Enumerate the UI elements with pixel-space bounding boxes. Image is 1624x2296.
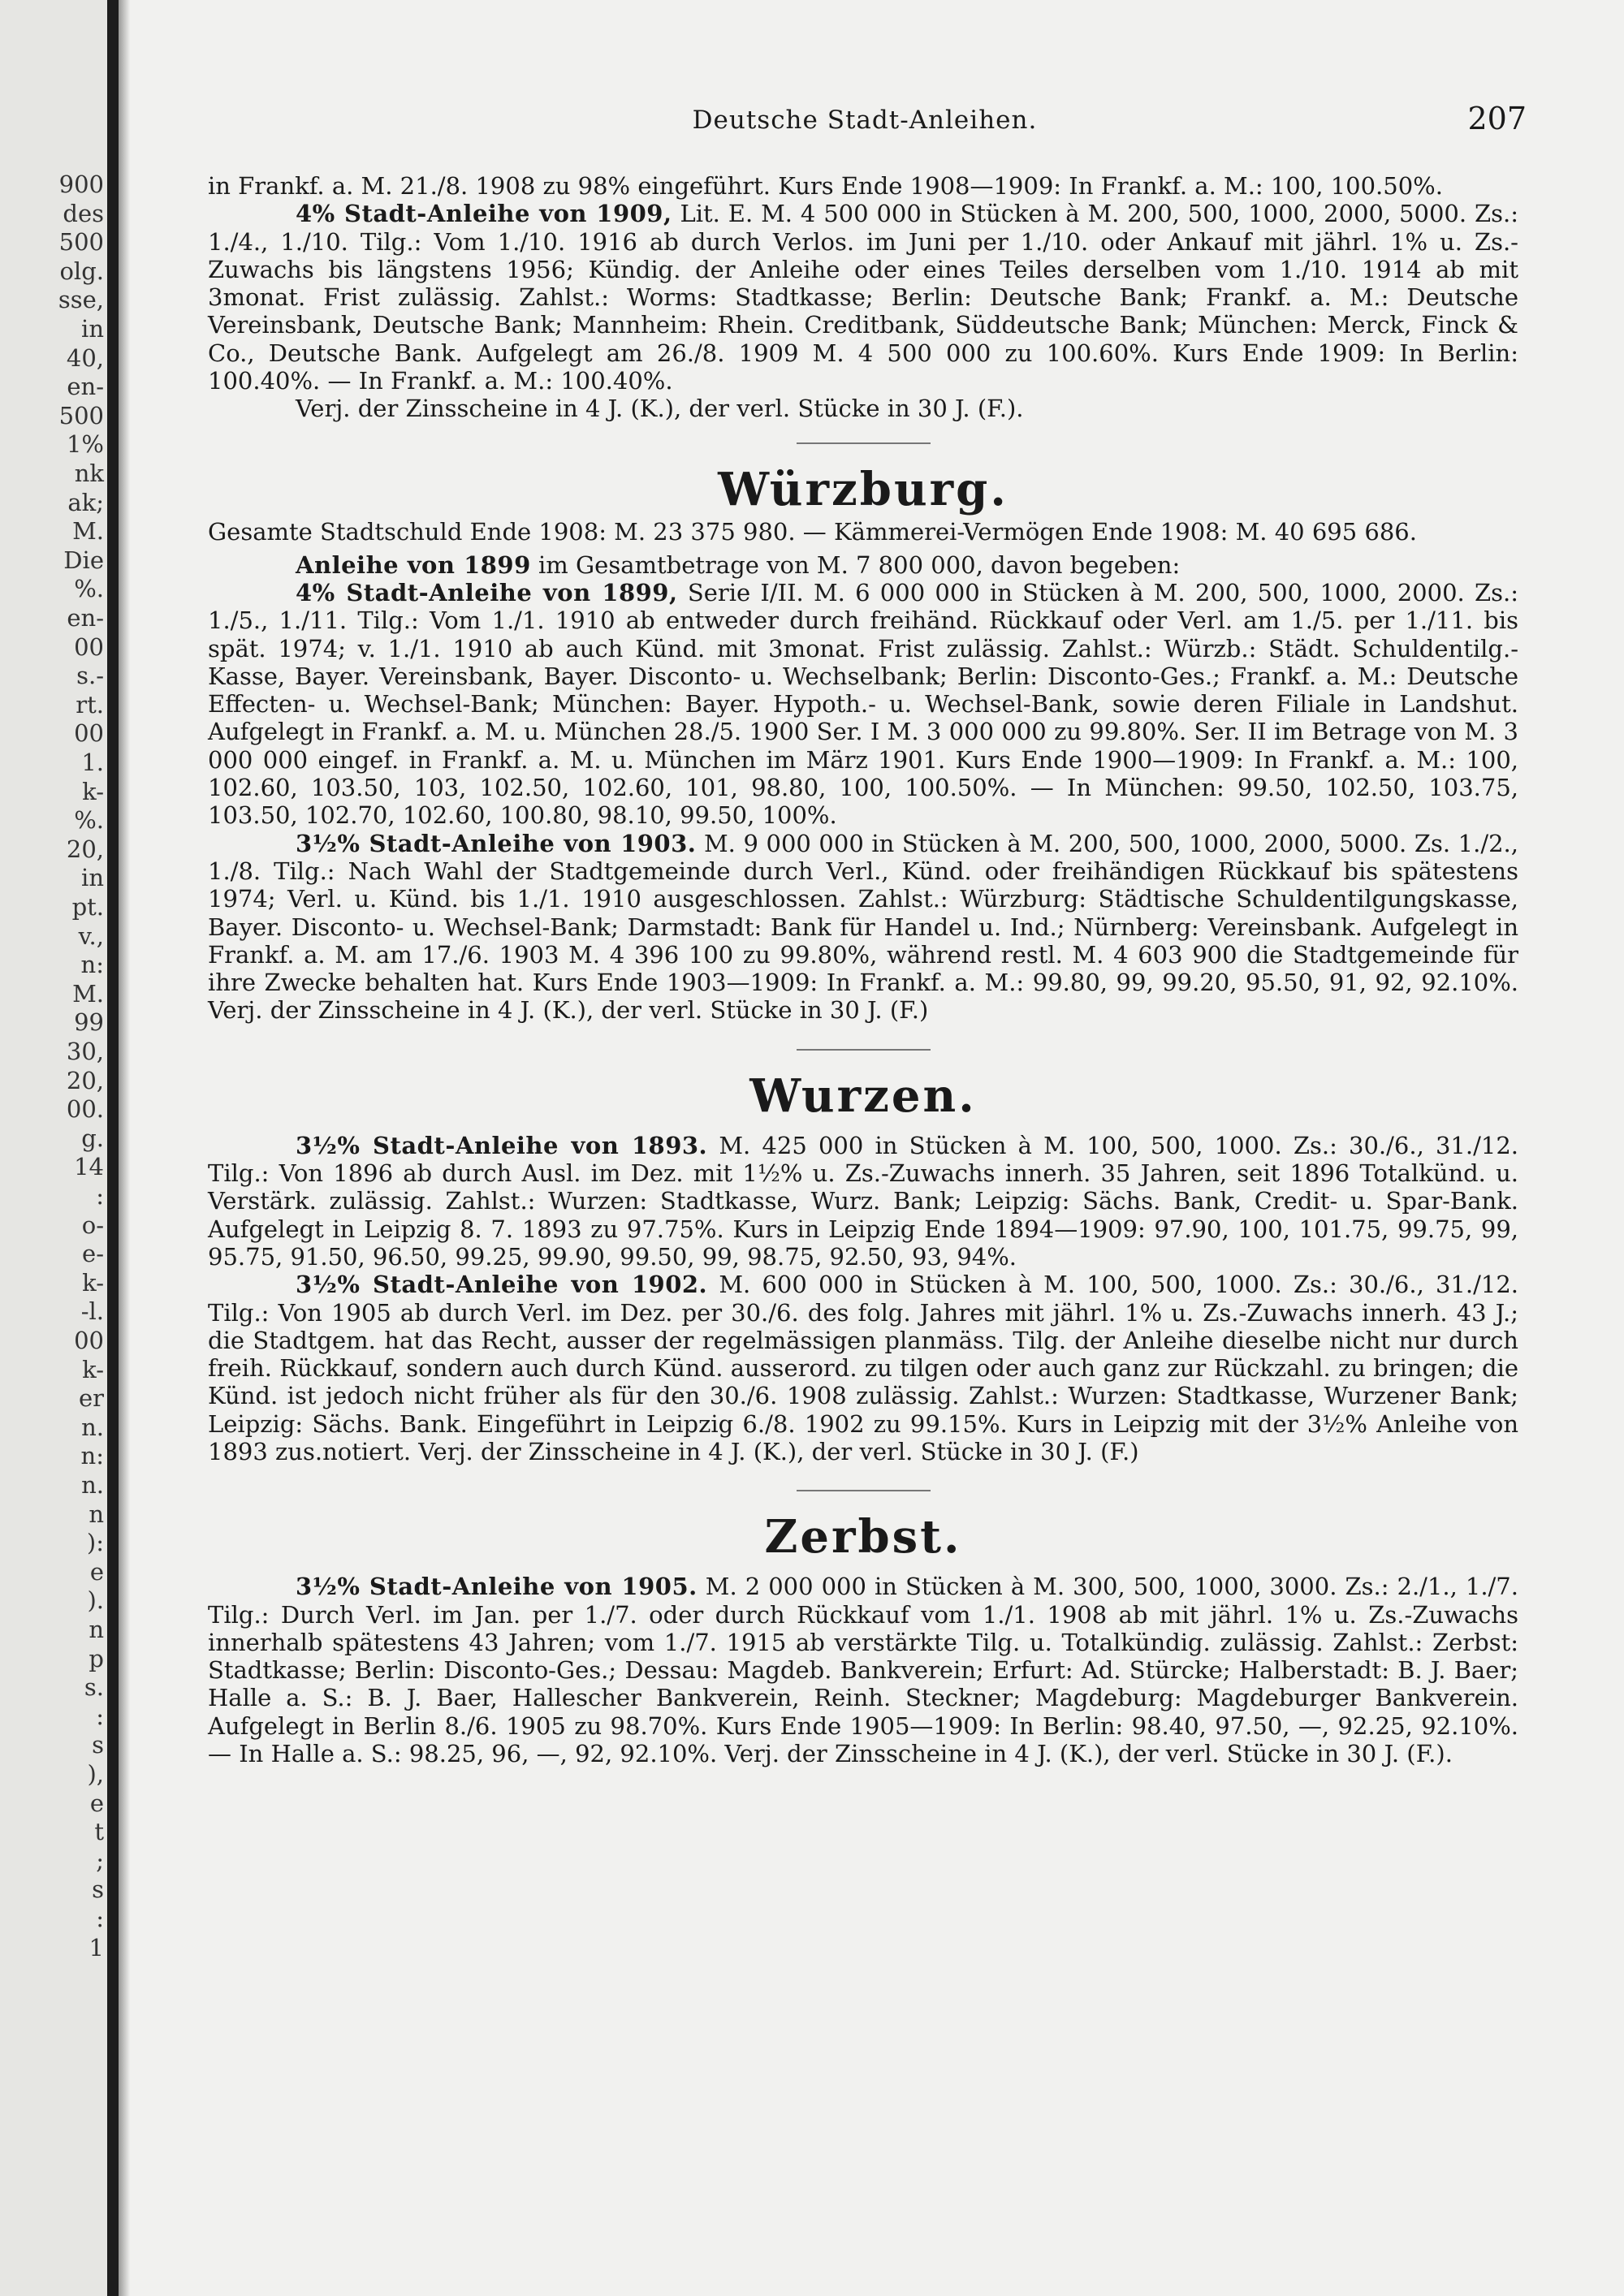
section-divider [797,1049,931,1051]
margin-fragment: %. [74,575,104,603]
margin-fragment: ), [87,1760,104,1788]
margin-fragment: pt. [71,893,104,921]
margin-fragment: p [89,1644,104,1672]
margin-fragment: 1% [66,430,104,459]
margin-fragment: %. [74,806,104,835]
margin-fragment: k- [82,1355,104,1383]
margin-fragment: : [96,1182,104,1210]
loan-title: 3½% Stadt-Anleihe von 1903. [296,829,697,857]
margin-fragment: nk [74,460,104,487]
margin-fragment: ak; [67,488,104,516]
loan-entry [208,1573,1518,1767]
margin-fragment: en- [67,604,104,632]
margin-fragment: n [89,1500,104,1528]
margin-fragment: M. [72,979,104,1008]
margin-fragment: s. [84,1673,104,1702]
previous-page-margin [0,0,107,2296]
section-divider [797,442,931,444]
margin-fragment: e [89,1557,104,1586]
margin-fragment: 500 [58,401,104,429]
margin-fragment: in [81,864,104,892]
loan-title: 4% Stadt-Anleihe von 1909, [296,200,672,228]
loan-entry [208,579,1518,830]
loan-entry [208,1132,1518,1271]
margin-fragment: in [81,315,104,343]
page-content [208,172,1518,1767]
loan-title: 3½% Stadt-Anleihe von 1902. [296,1271,708,1299]
margin-fragment: e [89,1789,104,1817]
margin-fragment: k- [82,1268,104,1297]
loan-entry [208,1271,1518,1465]
margin-fragment: olg. [59,257,104,285]
loan-details: Lit. E. M. 4 500 000 in Stücken à M. 200, 500, 1000, 2000, 5000. Zs.: 1./4., 1./10. Tilg.: Vom 1./10. 1916 ab durch Verlos. im Juni per 1./10. oder Ankauf mit jährl. 1% u. Zs.-Zuwachs bis längstens 1956; Kündig. der Anleihe oder eines Teiles derselben vom 1./10. 1914 ab mit 3monat. Frist zulässig. Zahlst.: Worms: Stadtkasse; Berlin: Deutsche Bank; Frankf. a. M.: Deutsche Vereinsbank, Deutsche Bank; Mannheim: Rhein. Creditbank, Süddeutsche Bank; München: Merck, Finck & Co., Deutsche Bank. Aufgelegt am 26./8. 1909 M. 4 500 000 zu 100.60%. Kurs Ende 1909: In Berlin: 100.40%. — In Frankf. a. M.: 100.40%. [208,200,1518,395]
margin-fragment: s.- [76,662,104,690]
loan-title: 3½% Stadt-Anleihe von 1905. [296,1573,698,1601]
margin-fragment: n. [81,1413,104,1441]
running-title: Deutsche Stadt-Anleihen. [692,106,1038,135]
margin-fragment: g. [81,1124,104,1152]
margin-fragment: 30, [66,1038,104,1065]
loan-title: Anleihe von 1899 [296,550,531,579]
margin-fragment: : [96,1702,104,1730]
margin-fragment: k- [82,777,104,805]
margin-fragment: M. [72,517,104,546]
margin-fragment: Die [63,546,104,574]
loan-details: M. 425 000 in Stücken à M. 100, 500, 1000. Zs.: 30./6., 31./12. Tilg.: Von 1896 ab durch Ausl. im Dez. mit 1½% u. Zs.-Zuwachs innerh. 35 Jahren, seit 1896 Totalkünd. u. Verstärk. zulässig. Zahlst.: Wurzen: Stadtkasse, Wurz. Bank; Leipzig: Sächs. Bank, Credit- u. Spar-Bank. Aufgelegt in Leipzig 8. 7. 1893 zu 97.75%. Kurs in Leipzig Ende 1894—1909: 97.90, 100, 101.75, 99.75, 99, 95.75, 91.50, 96.50, 99.25, 99.90, 99.50, 99, 98.75, 92.50, 93, 94%. [208,1131,1518,1271]
loan-entry [208,830,1518,1025]
section-divider [797,1490,931,1491]
margin-fragment: 1 [89,1933,104,1962]
margin-fragment: e- [82,1240,104,1268]
loan-details: M. 2 000 000 in Stücken à M. 300, 500, 1000, 3000. Zs.: 2./1., 1./7. Tilg.: Durch Verl. im Jan. per 1./7. oder durch Rückkauf vom 1./1. 1908 ab mit jährl. 1% u. Zs.-Zuwachs innerhalb spätestens 43 Jahren; vom 1./7. 1915 ab verstärkte Tilg. u. Totalkündig. zulässig. Zahlst.: Zerbst: Stadtkasse; Berlin: Disconto-Ges.; Dessau: Magdeb. Bankverein; Erfurt: Ad. Stürcke; Halberstadt: B. J. Baer; Halle a. S.: B. J. Baer, Hallescher Bankverein, Reinh. Steckner; Magdeburg: Magdeburger Bankverein. Aufgelegt in Berlin 8./6. 1905 zu 98.70%. Kurs Ende 1905—1909: In Berlin: 98.40, 97.50, —, 92.25, 92.10%. — In Halle a. S.: 98.25, 96, —, 92, 92.10%. Verj. der Zinsscheine in 4 J. (K.), der verl. Stücke in 30 J. (F.). [208,1573,1518,1768]
book-gutter [107,0,119,2296]
margin-fragment: : [96,1905,104,1932]
margin-fragment: n: [80,1442,104,1470]
margin-fragment: 00. [66,1095,104,1124]
margin-fragment: 99 [74,1008,104,1037]
loan-details: Serie I/II. M. 6 000 000 in Stücken à M. 200, 500, 1000, 2000. Zs.: 1./5., 1./11. Tilg.: Vom 1./1. 1910 ab entweder durch freihänd. Rückkauf oder Verl. am 1./5. per 1./11. bis spät. 1974; v. 1./1. 1910 ab auch Künd. mit 3monat. Frist zulässig. Zahlst.: Würzb.: Städt. Schuldentilg.-Kasse, Bayer. Vereinsbank, Bayer. Disconto- u. Wechselbank; Berlin: Disconto-Ges.; Frankf. a. M.: Deutsche Effecten- u. Wechsel-Bank; München: Bayer. Hypoth.- u. Wechsel-Bank, sowie deren Filiale in Landshut. Aufgelegt in Frankf. a. M. u. München 28./5. 1900 Ser. I M. 3 000 000 zu 99.80%. Ser. II im Betrage von M. 3 000 000 eingef. in Frankf. a. M. u. München im März 1901. Kurs Ende 1900—1909: In Frankf. a. M.: 100, 102.60, 103.50, 103, 102.50, 102.60, 101, 98.80, 100, 100.50%. — In München: 99.50, 102.50, 103.75, 103.50, 102.70, 102.60, 100.80, 98.10, 99.50, 100%. [208,578,1518,830]
margin-fragment: er [78,1384,104,1413]
loan-title: 4% Stadt-Anleihe von 1899, [296,578,678,606]
margin-fragment: ): [86,1529,104,1557]
limitation-note: Verj. der Zinsscheine in 4 J. (K.), der verl. Stücke in 30 J. (F.). [296,395,1024,423]
loan-entry [208,551,1518,579]
margin-fragment: 900 [58,170,104,198]
margin-fragment: s [92,1875,104,1904]
debt-summary: Gesamte Stadtschuld Ende 1908: M. 23 375 980. — Kämmerei-Vermögen Ende 1908: M. 40 695 686. [208,517,1417,546]
margin-fragment: des [63,199,104,227]
margin-fragment: ; [96,1846,104,1875]
margin-fragment: 1. [81,749,104,776]
city-heading-wurzen: Wurzen. [749,1068,977,1123]
margin-fragment: 20, [66,1066,104,1094]
city-heading-wuerzburg: Würzburg. [718,462,1009,516]
margin-fragment: n: [80,951,104,979]
loan-details: im Gesamtbetrage von M. 7 800 000, davon begeben: [530,550,1181,579]
page-header [203,101,1527,146]
page-number: 207 [1467,101,1527,136]
margin-fragment: v., [78,921,104,950]
margin-fragment: -l. [80,1297,104,1326]
margin-fragment: 00 [74,719,104,748]
loan-details: M. 9 000 000 in Stücken à M. 200, 500, 1000, 2000, 5000. Zs. 1./2., 1./8. Tilg.: Nach Wahl der Stadtgemeinde durch Verl., Künd. oder freihändigen Rückkauf bis spätestens 1974; Verl. u. Künd. bis 1./1. 1910 ausgeschlossen. Zahlst.: Würzburg: Städtische Schuldentilgungskasse, Bayer. Disconto- u. Wechsel-Bank; Darmstadt: Bank für Handel u. Ind.; Nürnberg: Vereinsbank. Aufgelegt in Frankf. a. M. am 17./6. 1903 M. 4 396 100 zu 99.80%, während restl. M. 4 603 900 die Stadtgemeinde für ihre Zwecke behalten hat. Kurs Ende 1903—1909: In Frankf. a. M.: 99.80, 99, 99.20, 95.50, 91, 92, 92.10%. Verj. der Zinsscheine in 4 J. (K.), der verl. Stücke in 30 J. (F.) [208,829,1518,1025]
margin-fragment: 500 [58,228,104,257]
margin-fragment: sse, [58,286,104,314]
margin-fragment: rt. [76,690,104,719]
margin-fragment: t [94,1818,104,1846]
continued-paragraph: in Frankf. a. M. 21./8. 1908 zu 98% eingeführt. Kurs Ende 1908—1909: In Frankf. a. M.: 100, 100.50%. [208,172,1443,200]
margin-fragment: 20, [66,835,104,863]
gutter-shadow [119,0,130,2296]
city-heading-zerbst: Zerbst. [764,1510,962,1564]
margin-fragment: 40, [66,343,104,372]
margin-fragment: n [89,1616,104,1643]
margin-fragment: 00 [74,632,104,661]
margin-fragment: en- [67,373,104,401]
margin-fragment: 14 [74,1153,104,1181]
margin-fragment: n. [81,1471,104,1499]
loan-details: M. 600 000 in Stücken à M. 100, 500, 1000. Zs.: 30./6., 31./12. Tilg.: Von 1905 ab durch Verl. im Dez. per 30./6. des folg. Jahres mit jährl. 1% u. Zs.-Zuwachs innerh. 43 J.; die Stadtgem. hat das Recht, ausser der regelmässigen planmäss. Tilg. der Anleihe dieselbe nicht nur durch freih. Rückkauf, sondern auch durch Künd. ausserord. zu tilgen oder auch ganz zur Rückzahl. zu bringen; die Künd. ist jedoch nicht früher als für den 30./6. 1908 zulässig. Zahlst.: Wurzen: Stadtkasse, Wurzener Bank; Leipzig: Sächs. Bank. Eingeführt in Leipzig 6./8. 1902 zu 99.15%. Kurs in Leipzig mit der 3½% Anleihe von 1893 zus.notiert. Verj. der Zinsscheine in 4 J. (K.), der verl. Stücke in 30 J. (F.) [208,1271,1518,1465]
margin-fragment: s [92,1731,104,1759]
margin-fragment: o- [81,1211,104,1239]
loan-entry [208,200,1518,395]
margin-fragment: 00 [74,1327,104,1354]
loan-title: 3½% Stadt-Anleihe von 1893. [296,1131,708,1159]
margin-fragment: ). [87,1586,104,1615]
